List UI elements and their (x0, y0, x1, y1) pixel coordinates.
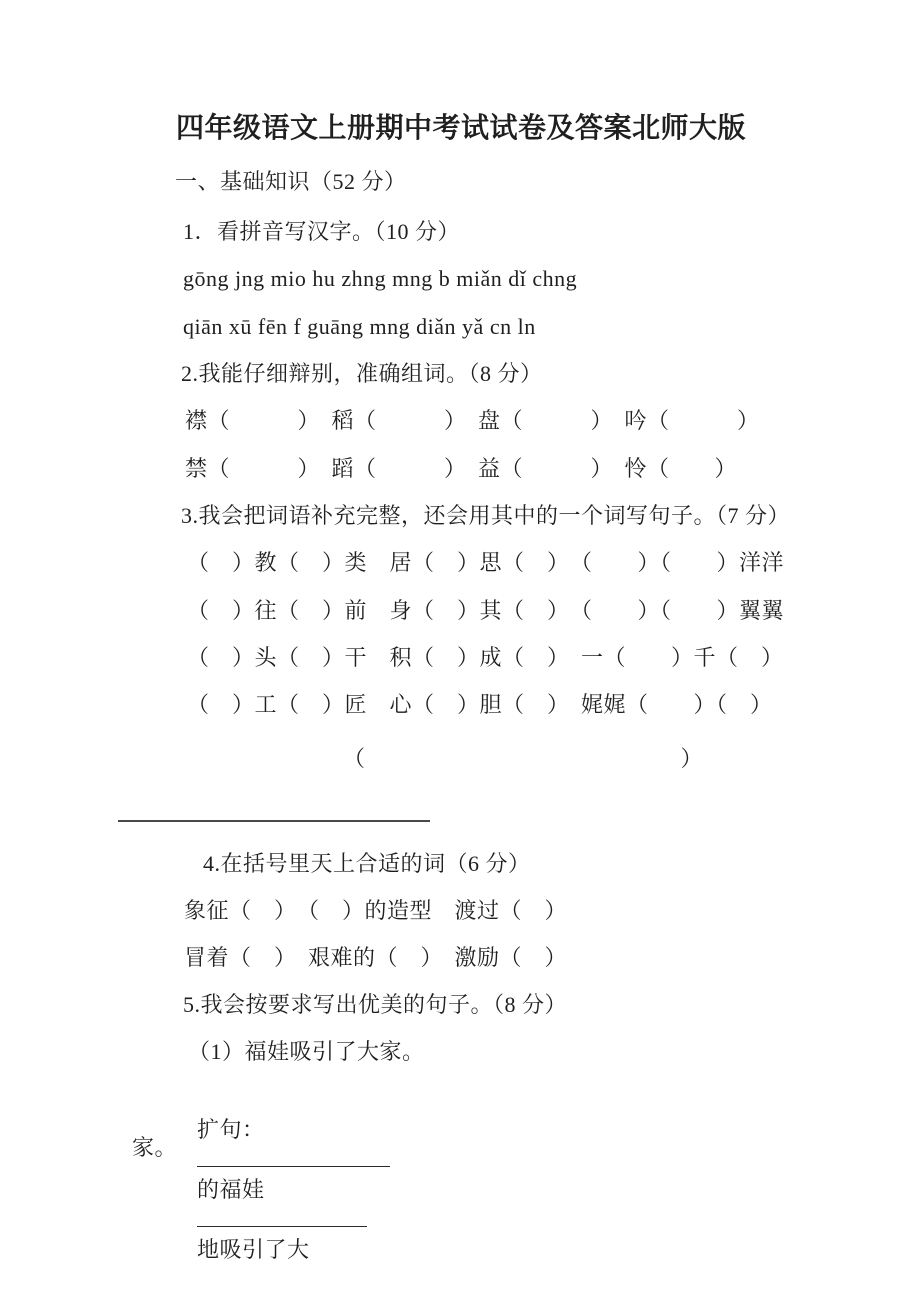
expand-mid: 的福娃 (197, 1177, 265, 1202)
expand-suffix: 地吸引了大 (197, 1237, 310, 1262)
q2-row-1: 襟（ ） 稻（ ） 盘（ ） 吟（ ） (185, 408, 760, 433)
document-title: 四年级语文上册期中考试试卷及答案北师大版 (176, 113, 747, 144)
q4-row-1: 象征（ ） （ ）的造型 渡过（ ） (184, 898, 568, 923)
q3-row-3: （ ）头（ ）干 积（ ）成（ ） 一（ ）千（ ） (187, 645, 784, 670)
expand-blank-2 (197, 1206, 367, 1227)
page-divider (118, 820, 430, 822)
q5-expand-sentence-line (173, 1085, 390, 1295)
q3-row-4: （ ）工（ ）匠 心（ ）胆（ ） 娓娓（ ）（ ） (187, 692, 773, 717)
q4-prompt: 4.在括号里天上合适的词（6 分） (203, 851, 531, 876)
q5-item-1: （1）福娃吸引了大家。 (188, 1039, 425, 1064)
q1-prompt: 1．看拼音写汉字。（10 分） (183, 219, 461, 244)
q1-pinyin-line-2: qiān xū fēn f guāng mng diǎn yǎ cn ln (183, 314, 536, 339)
section-heading: 一、基础知识（52 分） (175, 169, 407, 194)
q2-prompt: 2.我能仔细辩别，准确组词。（8 分） (181, 361, 543, 386)
q3-sentence-parens: （ ） (343, 746, 704, 771)
expand-prefix: 扩句： (197, 1117, 265, 1142)
q2-row-2: 禁（ ） 蹈（ ） 益（ ） 怜（ ） (185, 456, 738, 481)
q5-prompt: 5.我会按要求写出优美的句子。（8 分） (183, 992, 568, 1017)
q3-row-2: （ ）往（ ）前 身（ ）其（ ） （ ）（ ）翼翼 (187, 598, 785, 623)
q3-row-1: （ ）教（ ）类 居（ ）思（ ） （ ）（ ）洋洋 (187, 550, 785, 575)
expand-blank-1 (197, 1146, 390, 1167)
q5-expand-wrap-line: 家。 (132, 1135, 178, 1160)
q3-prompt: 3.我会把词语补充完整，还会用其中的一个词写句子。（7 分） (181, 503, 791, 528)
q4-row-2: 冒着（ ） 艰难的（ ） 激励（ ） (184, 945, 568, 970)
q1-pinyin-line-1: gōng jng mio hu zhng mng b miǎn dǐ chng (183, 266, 578, 291)
